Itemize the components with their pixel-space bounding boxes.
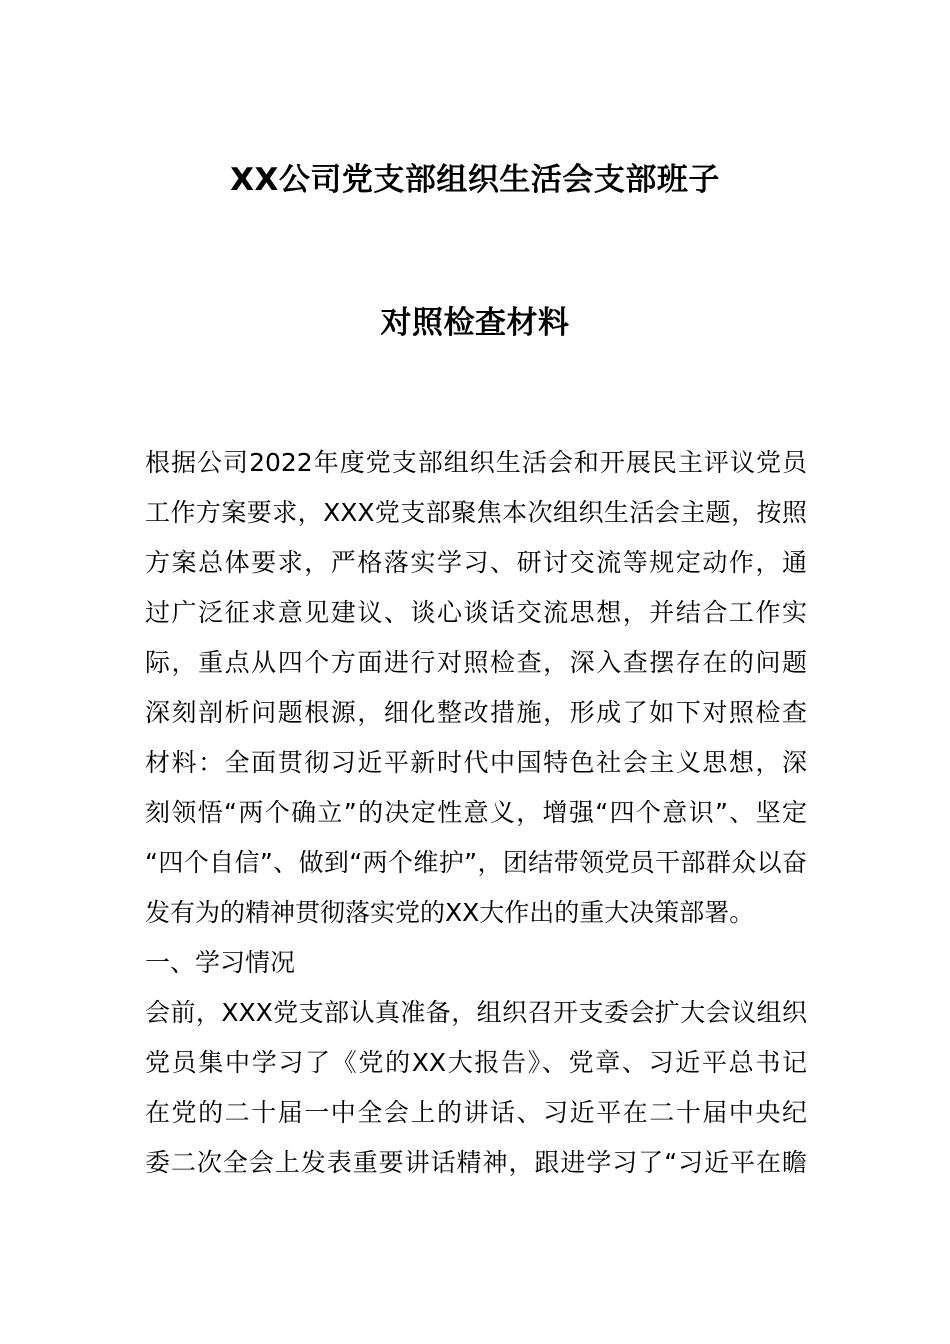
paragraph-line: “四个自信”、做到“两个维护”，团结带领党员干部群众以奋 (145, 848, 807, 877)
paragraph-line: 根据公司2022年度党支部组织生活会和开展民主评议党员 (145, 448, 807, 477)
paragraph-line: 刻领悟“两个确立”的决定性意义，增强“四个意识”、坚定 (145, 798, 807, 827)
paragraph-line: 过广泛征求意见建议、谈心谈话交流思想，并结合工作实 (145, 598, 807, 627)
paragraph-line: 际，重点从四个方面进行对照检查，深入查摆存在的问题 (145, 648, 807, 677)
paragraph-line: 会前，XXX党支部认真准备，组织召开支委会扩大会议组织 (145, 998, 807, 1027)
paragraph-line: 工作方案要求，XXX党支部聚焦本次组织生活会主题，按照 (145, 498, 807, 527)
document-body (145, 438, 807, 1188)
paragraph-line: 方案总体要求，严格落实学习、研讨交流等规定动作，通 (145, 548, 807, 577)
paragraph-line: 发有为的精神贯彻落实党的XX大作出的重大决策部署。 (145, 898, 755, 927)
section-heading: 一、学习情况 (145, 948, 296, 977)
document-title-line2: 对照检查材料 (380, 305, 570, 341)
paragraph-line: 在党的二十届一中全会上的讲话、习近平在二十届中央纪 (145, 1098, 807, 1127)
paragraph-line: 材料：全面贯彻习近平新时代中国特色社会主义思想，深 (145, 748, 807, 777)
paragraph-line: 党员集中学习了《党的XX大报告》、党章、习近平总书记 (145, 1048, 807, 1077)
document-title-line1: XX公司党支部组织生活会支部班子 (230, 162, 720, 198)
paragraph-line: 委二次全会上发表重要讲话精神，跟进学习了“习近平在瞻 (145, 1148, 807, 1177)
paragraph-line: 深刻剖析问题根源，细化整改措施，形成了如下对照检查 (145, 698, 807, 727)
